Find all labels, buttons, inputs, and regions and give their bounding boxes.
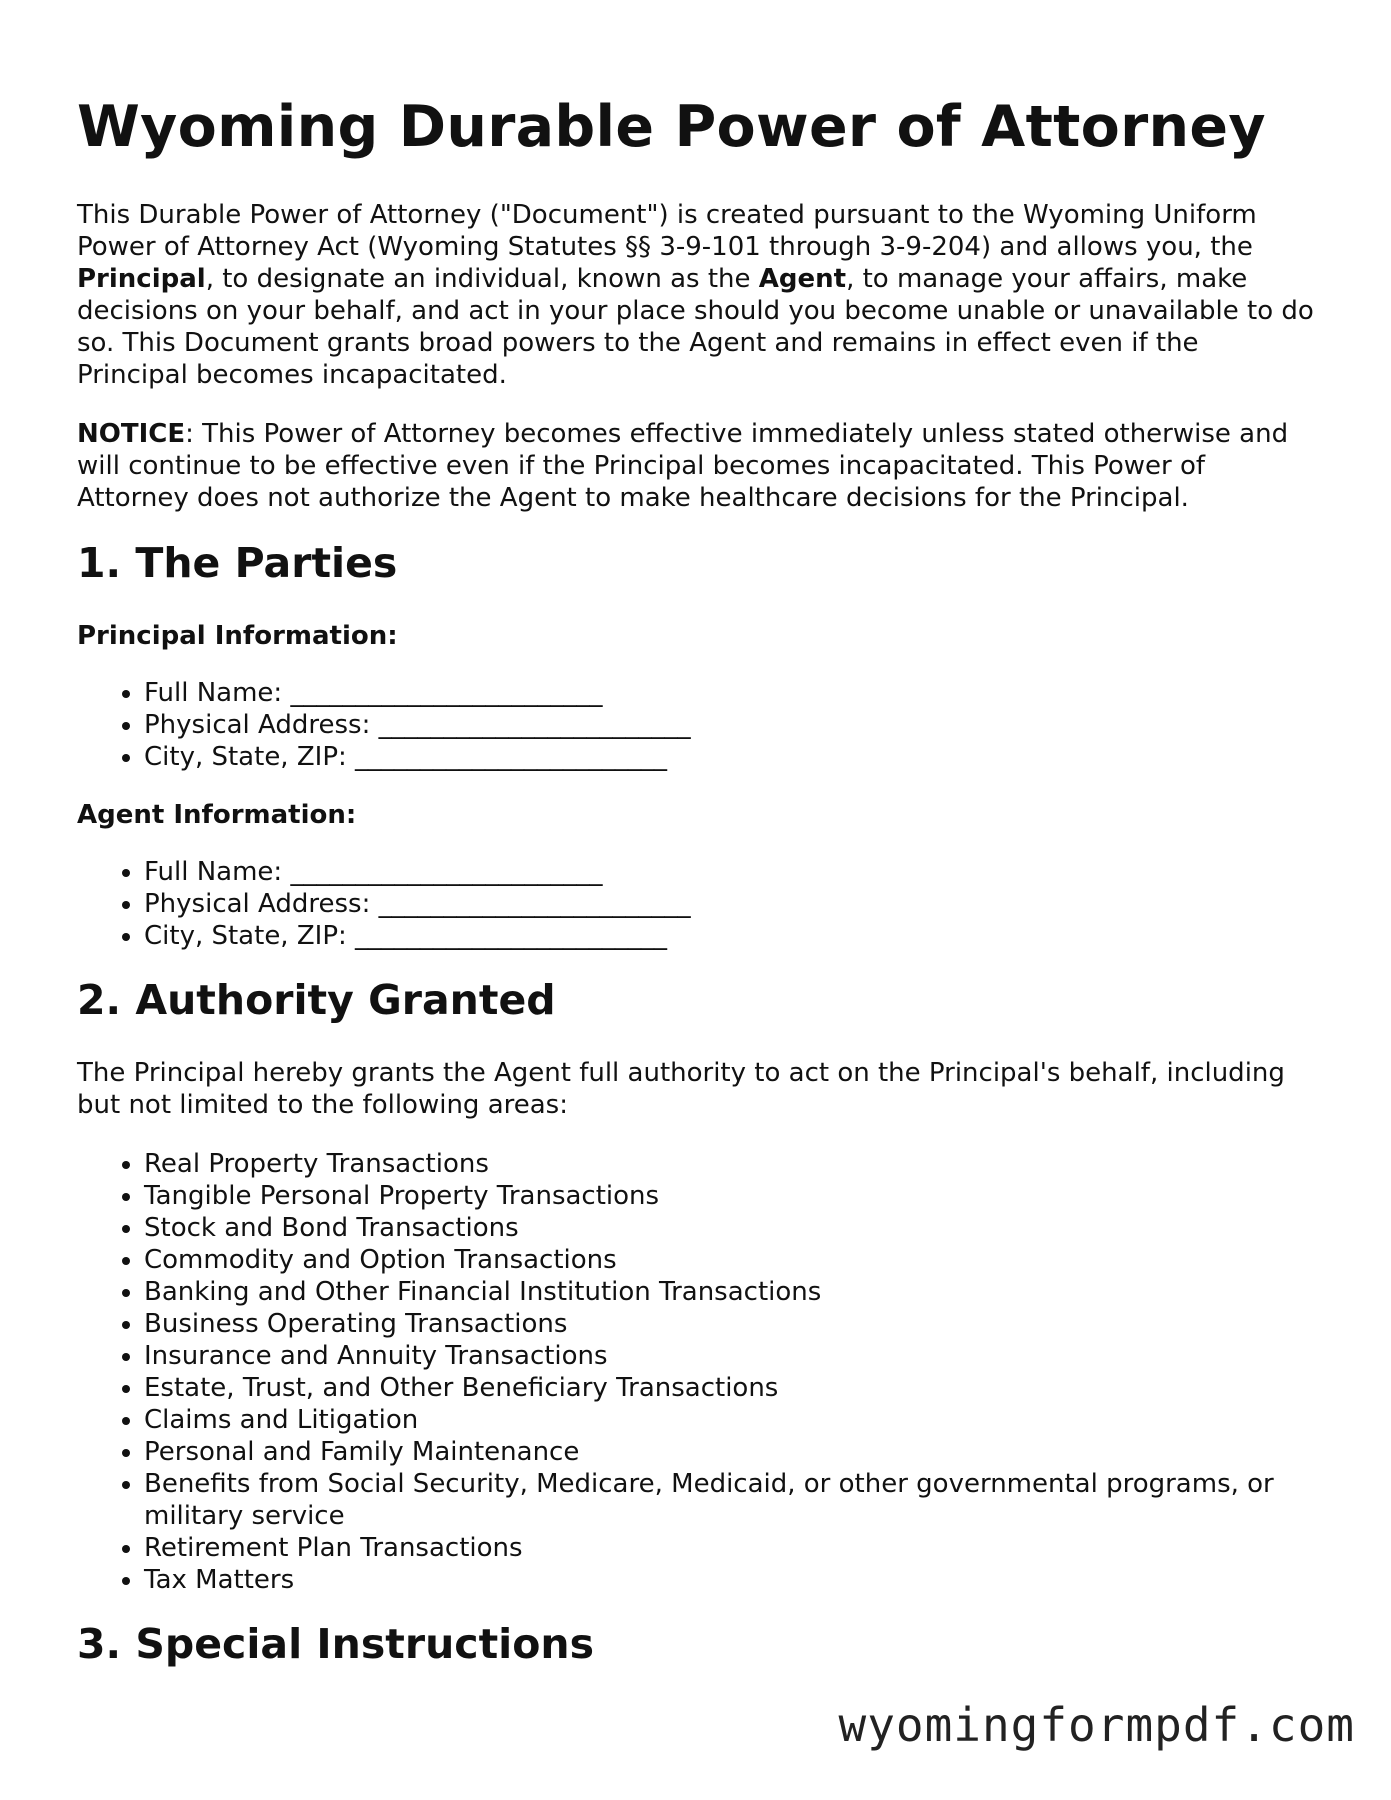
list-item: • Banking and Other Financial Institution Transactions <box>144 1276 1317 1308</box>
list-item: • Insurance and Annuity Transactions <box>144 1340 1317 1372</box>
list-item: • Full Name: ________________________ <box>144 856 1317 888</box>
list-item: • Benefits from Social Security, Medicare, Medicaid, or other governmental programs, or military service <box>144 1468 1317 1532</box>
list-item: • Real Property Transactions <box>144 1148 1317 1180</box>
list-item: • Tax Matters <box>144 1564 1317 1596</box>
list-item: • Stock and Bond Transactions <box>144 1212 1317 1244</box>
intro-text: This Durable Power of Attorney ("Document") is created pursuant to the Wyoming Uniform Power of Attorney Act (Wyoming Statutes §§ 3-9-101 through 3-9-204) and allows you, the <box>77 199 1257 262</box>
intro-text: , to designate an individual, known as the <box>205 263 759 294</box>
list-item: • Physical Address: ________________________ <box>144 709 1317 741</box>
page-title: Wyoming Durable Power of Attorney <box>77 94 1266 160</box>
list-item: • Retirement Plan Transactions <box>144 1532 1317 1564</box>
agent-info-list <box>77 856 1317 952</box>
list-item: • Claims and Litigation <box>144 1404 1317 1436</box>
list-item: • Estate, Trust, and Other Beneficiary Transactions <box>144 1372 1317 1404</box>
notice-text: : This Power of Attorney becomes effective immediately unless stated otherwise and will continue to be effective even if the Principal becomes incapacitated. This Power of Attorney does not authorize the Agent to make healthcare decisions for the Principal. <box>77 418 1289 513</box>
agent-term: Agent <box>758 263 847 294</box>
section-heading-special-instructions: 3. Special Instructions <box>77 1619 594 1668</box>
list-item: • Physical Address: ________________________ <box>144 888 1317 920</box>
agent-info-heading: Agent Information: <box>77 799 357 830</box>
section-heading-authority: 2. Authority Granted <box>77 975 556 1024</box>
list-item: • Full Name: ________________________ <box>144 677 1317 709</box>
intro-text: , to manage your affairs, make decisions on your behalf, and act in your place should you become unable or unavailable to do so. This Document grants broad powers to the Agent and remains in effect even if the Principal becomes incapacitated. <box>77 263 1314 390</box>
list-item: • City, State, ZIP: ________________________ <box>144 741 1317 773</box>
principal-term: Principal <box>77 263 206 294</box>
list-item: • City, State, ZIP: ________________________ <box>144 920 1317 952</box>
principal-info-list <box>77 677 1317 773</box>
document-page <box>77 96 1317 1701</box>
list-item: • Commodity and Option Transactions <box>144 1244 1317 1276</box>
principal-info-heading: Principal Information: <box>77 620 398 651</box>
authority-list <box>77 1148 1317 1596</box>
section-heading-parties: 1. The Parties <box>77 538 398 587</box>
watermark: wyomingformpdf.com <box>838 1698 1355 1752</box>
notice-paragraph <box>77 418 1317 514</box>
authority-paragraph: The Principal hereby grants the Agent full authority to act on the Principal's behalf, including but not limited to the following areas: <box>77 1057 1285 1120</box>
intro-paragraph <box>77 199 1317 391</box>
list-item: • Business Operating Transactions <box>144 1308 1317 1340</box>
notice-label: NOTICE <box>77 418 186 449</box>
list-item: • Tangible Personal Property Transactions <box>144 1180 1317 1212</box>
list-item: • Personal and Family Maintenance <box>144 1436 1317 1468</box>
